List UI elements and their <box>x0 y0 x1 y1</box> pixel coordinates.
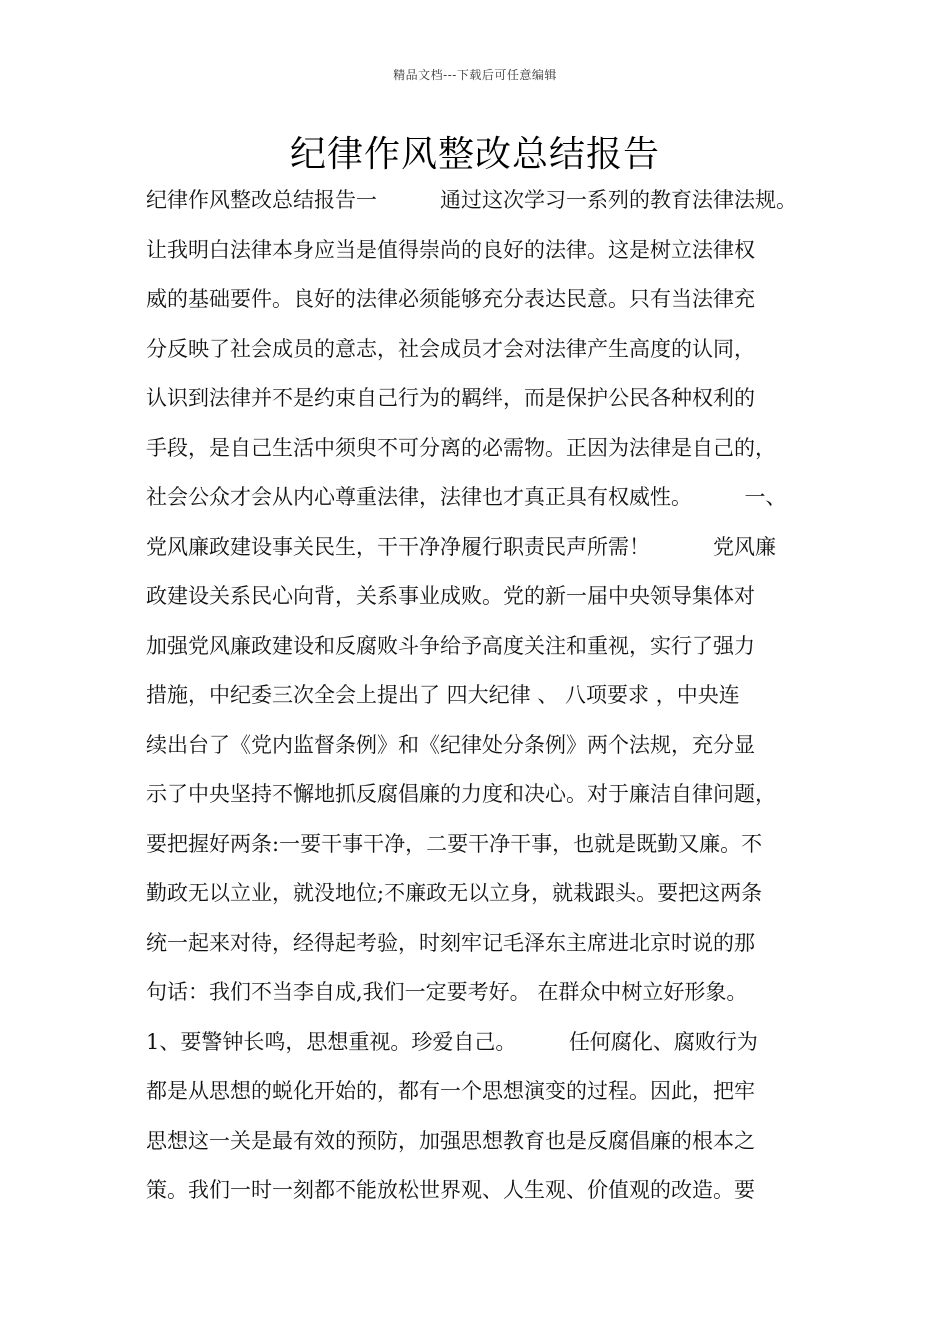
body-text-line: 1、要警钟长鸣，思想重视。珍爱自己。 任何腐化、腐败行为 <box>146 1029 758 1054</box>
body-text-line: 勤政无以立业，就没地位;不廉政无以立身，就栽跟头。要把这两条 <box>146 881 763 905</box>
body-text-line: 党风廉政建设事关民生，干干净净履行职责民声所需！ 党风廉 <box>146 534 776 559</box>
document-title: 纪律作风整改总结报告 <box>289 134 660 175</box>
body-text-line: 示了中央坚持不懈地抓反腐倡廉的力度和决心。对于廉洁自律问题， <box>146 782 776 806</box>
body-text-line: 威的基础要件。良好的法律必须能够充分表达民意。只有当法律充 <box>146 287 755 311</box>
body-text-line: 思想这一关是最有效的预防，加强思想教育也是反腐倡廉的根本之 <box>146 1128 755 1153</box>
header-note: 精品文档---下载后可任意编辑 <box>393 68 557 82</box>
body-text-line: 社会公众才会从内心尊重法律，法律也才真正具有权威性。 一、 <box>146 485 787 509</box>
body-text-line: 手段，是自己生活中须臾不可分离的必需物。正因为法律是自己的， <box>146 435 776 460</box>
body-text-line: 续出台了《党内监督条例》和《纪律处分条例》两个法规，充分显 <box>146 732 755 757</box>
body-text-line: 分反映了社会成员的意志，社会成员才会对法律产生高度的认同， <box>146 336 755 361</box>
body-text-line: 策。我们一时一刻都不能放松世界观、人生观、价值观的改造。要 <box>146 1178 755 1202</box>
body-text-line: 加强党风廉政建设和反腐败斗争给予高度关注和重视，实行了强力 <box>146 633 755 658</box>
body-text-line: 句话：我们不当李自成,我们一定要考好。 在群众中树立好形象。 <box>146 980 748 1004</box>
body-text-line: 政建设关系民心向背，关系事业成败。党的新一届中央领导集体对 <box>146 584 755 608</box>
body-text-line: 要把握好两条:一要干事干净，二要干净干事，也就是既勤又廉。不 <box>146 831 763 856</box>
document-body <box>146 180 846 1220</box>
body-text-line: 统一起来对待，经得起考验，时刻牢记毛泽东主席进北京时说的那 <box>146 930 755 955</box>
body-text-line: 纪律作风整改总结报告一 通过这次学习一系列的教育法律法规。 <box>146 188 797 212</box>
body-text-line: 措施，中纪委三次全会上提出了 四大纪律 、 八项要求 ，中央连 <box>146 683 740 707</box>
body-text-line: 认识到法律并不是约束自己行为的羁绊，而是保护公民各种权利的 <box>146 386 755 410</box>
body-text-line: 都是从思想的蜕化开始的，都有一个思想演变的过程。因此，把牢 <box>146 1079 755 1103</box>
body-text-line: 让我明白法律本身应当是值得崇尚的良好的法律。这是树立法律权 <box>146 237 755 262</box>
